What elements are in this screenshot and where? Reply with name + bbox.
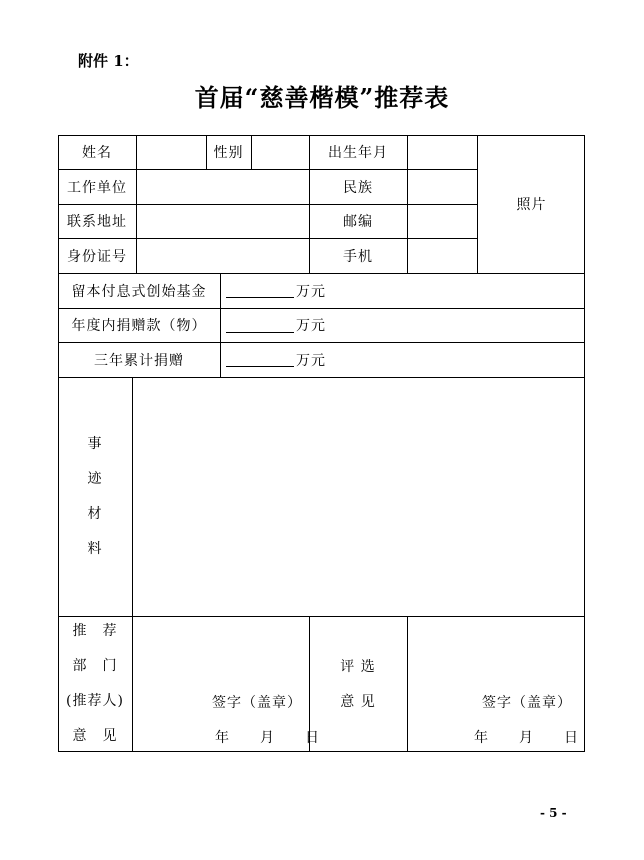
cumulative-unit: 万元 xyxy=(296,352,326,369)
deeds-char: 料 xyxy=(87,540,103,557)
gender-field[interactable] xyxy=(252,135,309,169)
mobile-field[interactable] xyxy=(408,238,477,273)
employer-field[interactable] xyxy=(137,169,309,204)
review-line: 意 见 xyxy=(340,694,376,710)
recommendation-form-table xyxy=(58,135,585,752)
deeds-content-area[interactable] xyxy=(133,377,585,616)
deeds-char: 材 xyxy=(87,505,103,522)
attachment-label: 附件 1： xyxy=(78,52,139,70)
form-title: 首届“慈善楷模”推荐表 xyxy=(194,83,450,112)
name-field[interactable] xyxy=(137,135,206,169)
birth-field[interactable] xyxy=(408,135,477,169)
deeds-label xyxy=(58,377,132,616)
ethnicity-field[interactable] xyxy=(408,169,477,204)
employer-label: 工作单位 xyxy=(67,179,127,196)
birth-label: 出生年月 xyxy=(328,145,388,161)
recommender-date-label: 年 月 日 xyxy=(215,730,320,746)
photo-box[interactable] xyxy=(478,135,585,273)
review-label xyxy=(309,650,407,720)
review-date-label: 年 月 日 xyxy=(474,730,579,746)
gender-label: 性别 xyxy=(213,145,244,161)
recommender-line: 意 见 xyxy=(72,728,118,744)
recommender-label xyxy=(58,616,132,752)
id-label: 身份证号 xyxy=(67,248,127,265)
ethnicity-label: 民族 xyxy=(343,179,373,196)
fund-amount-blank[interactable] xyxy=(226,283,294,298)
cumulative-amount-field[interactable] xyxy=(226,342,526,377)
name-label: 姓名 xyxy=(82,145,112,161)
photo-label: 照片 xyxy=(516,197,547,213)
address-label: 联系地址 xyxy=(67,214,127,230)
page-number: - 5 - xyxy=(540,806,567,820)
annual-unit: 万元 xyxy=(296,318,326,334)
postcode-label: 邮编 xyxy=(343,214,373,230)
recommender-line: 部 门 xyxy=(72,658,118,674)
annual-amount-blank[interactable] xyxy=(226,318,294,333)
recommender-sign-label: 签字（盖章） xyxy=(212,695,302,711)
annual-amount-field[interactable] xyxy=(226,308,526,342)
cumulative-amount-blank[interactable] xyxy=(226,352,294,367)
id-field[interactable] xyxy=(137,238,309,273)
fund-label: 留本付息式创始基金 xyxy=(71,283,207,300)
postcode-field[interactable] xyxy=(408,204,477,238)
recommender-line: 推 荐 xyxy=(72,623,118,639)
recommender-line: (推荐人) xyxy=(66,693,124,709)
review-line: 评 选 xyxy=(340,659,376,675)
address-field[interactable] xyxy=(137,204,309,238)
annual-label: 年度内捐赠款（物） xyxy=(71,318,207,334)
cumulative-label: 三年累计捐赠 xyxy=(94,352,184,369)
fund-amount-field[interactable] xyxy=(226,273,526,308)
col-divider xyxy=(220,273,221,377)
fund-unit: 万元 xyxy=(296,283,326,300)
review-sign-label: 签字（盖章） xyxy=(482,695,572,711)
deeds-char: 事 xyxy=(87,435,103,452)
mobile-label: 手机 xyxy=(343,248,373,265)
deeds-char: 迹 xyxy=(87,470,103,487)
